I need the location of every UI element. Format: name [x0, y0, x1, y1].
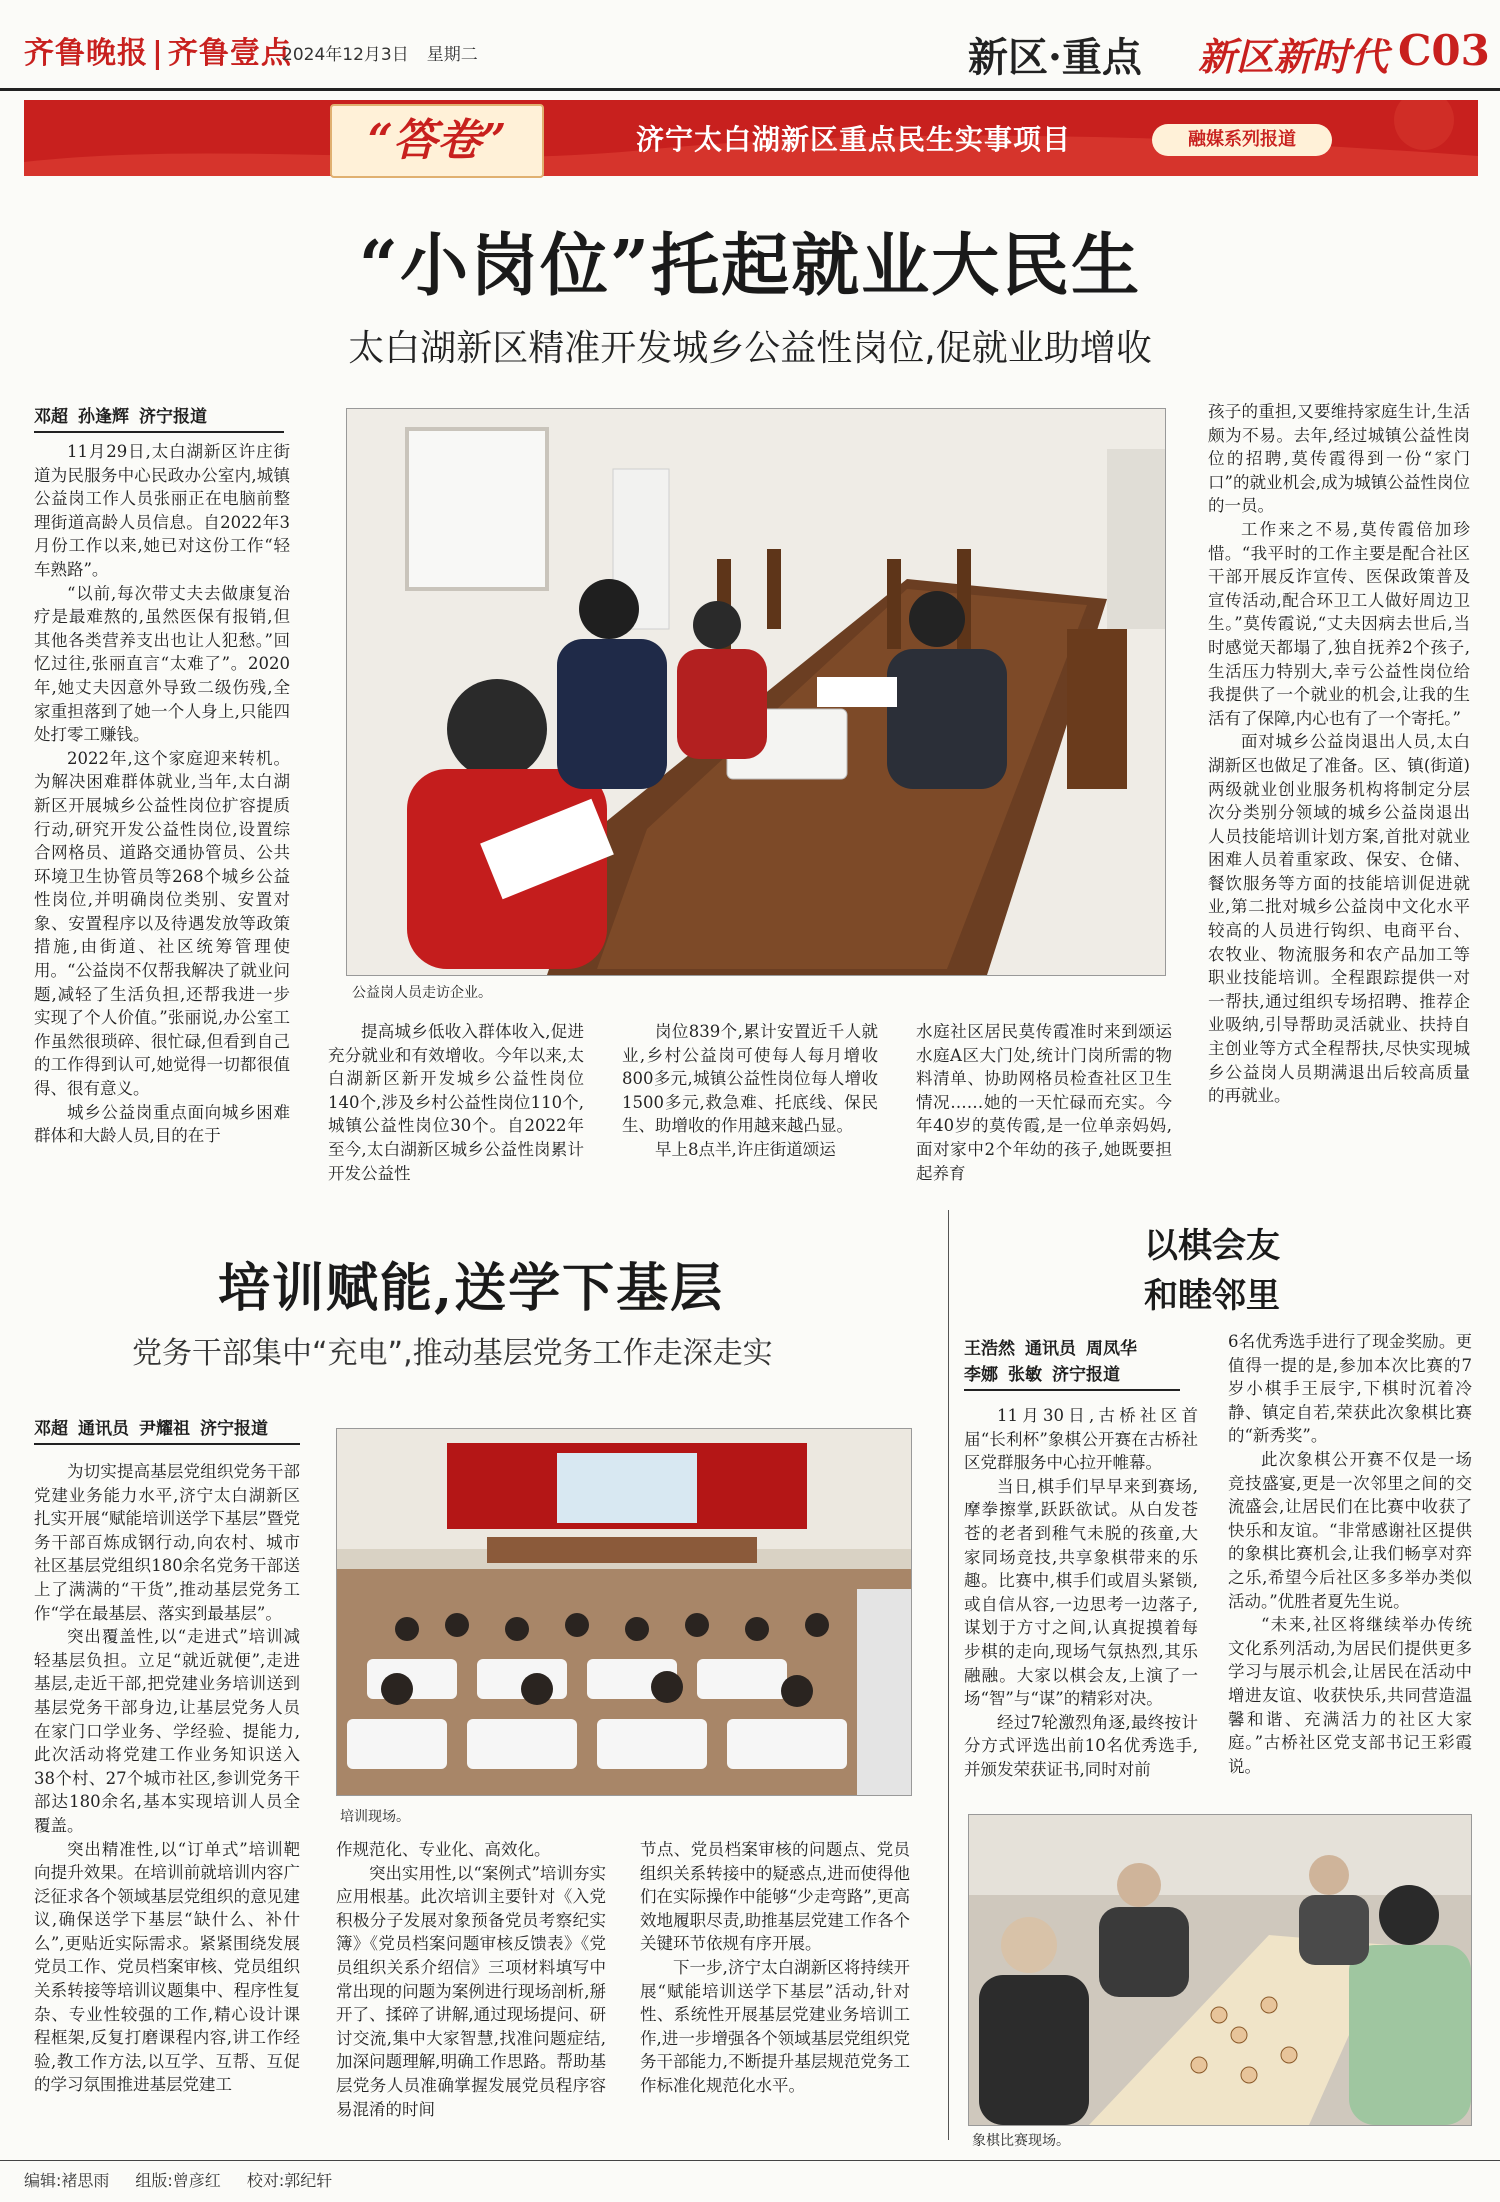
story1-column-1: 11月29日,太白湖新区许庄街道为民服务中心民政办公室内,城镇公益岗工作人员张丽正在电脑前整理街道高龄人员信息。自2022年3月份工作以来,她已对这份工作“轻车熟路”。 “以前,每次带丈夫去做康复治疗是最难熬的,虽然医保有报销,但其他各类营养支出也让人犯愁。”回忆过往,张丽直言“太难了”。2020年,她丈夫因意外导致二级伤残,全家重担落到了她一个人身上,只能四处打零工赚钱。 2022年,这个家庭迎来转机。为解决困难群体就业,当年,太白湖新区开展城乡公益性岗位扩容提质行动,研究开发公益性岗位,设置综合网格员、道路交通协管员、公共环境卫生协管员等268个城乡公益性岗位,并明确岗位类别、安置对象、安置程序以及待遇发放等政策措施,由街道、社区统筹管理使用。“公益岗不仅帮我解决了就业问题,减轻了生活负担,还帮我进一步实现了个人价值。”张丽说,办公室工作虽然很琐碎、很忙碌,但看到自己的工作得到认可,她觉得一切都很值得、很有意义。 城乡公益岗重点面向城乡困难群体和大龄人员,目的在于 — [34, 442, 290, 1146]
banner-tag: 融媒系列报道 — [1152, 124, 1332, 156]
section-brand: 新区新时代 — [1198, 34, 1389, 79]
story1-photo — [346, 408, 1166, 976]
column-divider — [948, 1210, 949, 2140]
section-title: 新区·重点 — [968, 34, 1142, 81]
header-rule — [0, 88, 1500, 91]
story3-photo — [968, 1814, 1472, 2126]
story3-byline-line1: 王浩然 通讯员 周凤华 — [964, 1339, 1137, 1359]
story3-headline-line1: 以棋会友 — [1144, 1226, 1280, 1266]
story2-subhead: 党务干部集中“充电”,推动基层党务工作走深走实 — [132, 1336, 773, 1371]
story2-column-1: 为切实提高基层党组织党务干部党建业务能力水平,济宁太白湖新区扎实开展“赋能培训送学下基层”暨党务干部百炼成钢行动,向农村、城市社区基层党组织180余名党务干部送上了满满的“干货”,推动基层党务工作“学在最基层、落实到最基层”。 突出覆盖性,以“走进式”培训减轻基层负担。立足“就近就便”,走进基层,走近干部,把党建业务培训送到基层党务干部身边,让基层党务人员在家门口学业务、学经验、提能力,此次活动将党建工作业务知识送入38个村、27个城市社区,参训党务干部达180余名,基本实现培训人员全覆盖。 突出精准性,以“订单式”培训靶向提升效果。在培训前就培训内容广泛征求各个领域基层党组织的意见建议,确保送学下基层“缺什么、补什么”,更贴近实际需求。紧紧围绕发展党员工作、党员档案审核、党员组织关系转接等培训议题集中、程序性复杂、专业性较强的工作,精心设计课程框架,反复打磨课程内容,讲工作经验,教工作方法,以互学、互帮、互促的学习氛围推进基层党建工 — [34, 1462, 300, 2095]
training-photo-illustration — [337, 1429, 911, 1795]
chess-photo-illustration — [969, 1815, 1471, 2125]
story2-photo — [336, 1428, 912, 1796]
story1-column-2: 提高城乡低收入群体收入,促进充分就业和有效增收。今年以来,太白湖新区新开发城乡公益性岗位140个,涉及乡村公益性岗位110个,城镇公益性岗位30个。自2022年至今,太白湖新区城乡公益性岗累计开发公益性 — [328, 1022, 584, 1183]
story1-subhead: 太白湖新区精准开发城乡公益性岗位,促就业助增收 — [348, 328, 1152, 369]
story2-byline: 邓超 通讯员 尹耀祖 济宁报道 — [34, 1414, 300, 1445]
story3-headline-line2: 和睦邻里 — [1144, 1276, 1280, 1316]
story1-photo-caption: 公益岗人员走访企业。 — [352, 985, 492, 1001]
page-credits: 编辑:褚思雨 组版:曾彦红 校对:郭纪轩 — [24, 2171, 333, 2190]
story1-column-4: 水庭社区居民莫传霞准时来到颂运水庭A区大门处,统计门岗所需的物料清单、协助网格员检查社区卫生情况……她的一天忙碌而充实。今年40岁的莫传霞,是一位单亲妈妈,面对家中2个年幼的孩子,她既要担起养育 — [916, 1022, 1172, 1183]
story2-column-2: 作规范化、专业化、高效化。 突出实用性,以“案例式”培训夯实应用根基。此次培训主要针对《入党积极分子发展对象预备党员考察纪实簿》《党员档案问题审核反馈表》《党员组织关系介绍信》三项材料填写中常出现的问题为案例进行现场剖析,掰开了、揉碎了讲解,通过现场提问、研讨交流,集中大家智慧,找准问题症结,加深问题理解,明确工作思路。帮助基层党务人员准确掌握发展党员程序容易混淆的时间 — [336, 1840, 606, 2119]
story3-photo-caption: 象棋比赛现场。 — [972, 2133, 1070, 2149]
newspaper-logo: 齐鲁晚报 | 齐鲁壹点 — [24, 36, 292, 71]
story1-byline: 邓超 孙逢辉 济宁报道 — [34, 402, 284, 433]
issue-date: 2024年12月3日 星期二 — [282, 45, 478, 65]
story1-headline: “小岗位”托起就业大民生 — [358, 226, 1142, 306]
footer-rule — [0, 2160, 1500, 2161]
story2-column-3: 节点、党员档案审核的问题点、党员组织关系转接中的疑惑点,进而使得他们在实际操作中能够“少走弯路”,更高效地履职尽责,助推基层党建工作各个关键环节依规有序开展。 下一步,济宁太白湖新区将持续开展“赋能培训送学下基层”活动,针对性、系统性开展基层党建业务培训工作,进一步增强各个领域基层党组织党务干部能力,不断提升基层规范党务工作标准化规范化水平。 — [640, 1840, 910, 2095]
banner-title: 济宁太白湖新区重点民生实事项目 — [636, 123, 1072, 156]
story2-photo-caption: 培训现场。 — [340, 1809, 410, 1825]
story1-column-3: 岗位839个,累计安置近千人就业,乡村公益岗可使每人每月增收800多元,城镇公益性岗位每人增收1500多元,救急难、托底线、保民生、助增收的作用越来越凸显。 早上8点半,许庄街道颂运 — [622, 1022, 878, 1159]
story2-headline: 培训赋能,送学下基层 — [218, 1258, 725, 1319]
story3-column-2: 6名优秀选手进行了现金奖励。更值得一提的是,参加本次比赛的7岁小棋手王辰宇,下棋时沉着冷静、镇定自若,荣获此次象棋比赛的“新秀奖”。 此次象棋公开赛不仅是一场竞技盛宴,更是一次邻里之间的交流盛会,让居民们在比赛中收获了快乐和友谊。“非常感谢社区提供的象棋比赛机会,让我们畅享对弈之乐,希望今后社区多多举办类似活动。”优胜者夏先生说。 “未来,社区将继续举办传统文化系列活动,为居民们提供更多学习与展示机会,让居民在活动中增进友谊、收获快乐,共同营造温馨和谐、充满活力的社区大家庭。”古桥社区党支部书记王彩霞说。 — [1228, 1332, 1472, 1776]
story1-column-5: 孩子的重担,又要维持家庭生计,生活颇为不易。去年,经过城镇公益性岗位的招聘,莫传霞得到一份“家门口”的就业机会,成为城镇公益性岗位的一员。 工作来之不易,莫传霞倍加珍惜。“我平时的工作主要是配合社区干部开展反诈宣传、医保政策普及宣传活动,配合环卫工人做好周边卫生。”莫传霞说,“丈夫因病去世后,当时感觉天都塌了,独自抚养2个孩子,生活压力特别大,幸亏公益性岗位给我提供了一个就业的机会,让我的生活有了保障,内心也有了一个寄托。” 面对城乡公益岗退出人员,太白湖新区也做足了准备。区、镇(街道)两级就业创业服务机构将制定分层次分类别分领域的城乡公益岗退出人员技能培训计划方案,首批对就业困难人员着重家政、保安、仓储、餐饮服务等方面的技能培训促进就业,第二批对城乡公益岗中文化水平较高的人员进行钩织、电商平台、农牧业、物流服务和农产品加工等职业技能培训。全程跟踪提供一对一帮扶,通过组织专场招聘、推荐企业吸纳,引导帮助灵活就业、扶持自主创业等方式全程帮扶,尽快实现城乡公益岗人员期满退出后较高质量的再就业。 — [1208, 402, 1470, 1106]
banner-answer-mark: “答卷” — [330, 104, 544, 178]
meeting-photo-illustration — [347, 409, 1165, 975]
story3-column-1: 11月30日,古桥社区首届“长利杯”象棋公开赛在古桥社区党群服务中心拉开帷幕。 当日,棋手们早早来到赛场,摩拳擦掌,跃跃欲试。从白发苍苍的老者到稚气未脱的孩童,大家同场竞技,共享象棋带来的乐趣。比赛中,棋手们或眉头紧锁,或自信从容,一边思考一边落子,谋划于方寸之间,认真捉摸着每步棋的走向,现场气氛热烈,其乐融融。大家以棋会友,上演了一场“智”与“谋”的精彩对决。 经过7轮激烈角逐,最终按计分方式评选出前10名优秀选手,并颁发荣获证书,同时对前 — [964, 1406, 1198, 1779]
page-number: C03 — [1398, 26, 1490, 75]
story3-byline-line2: 李娜 张敏 济宁报道 — [964, 1360, 1180, 1391]
